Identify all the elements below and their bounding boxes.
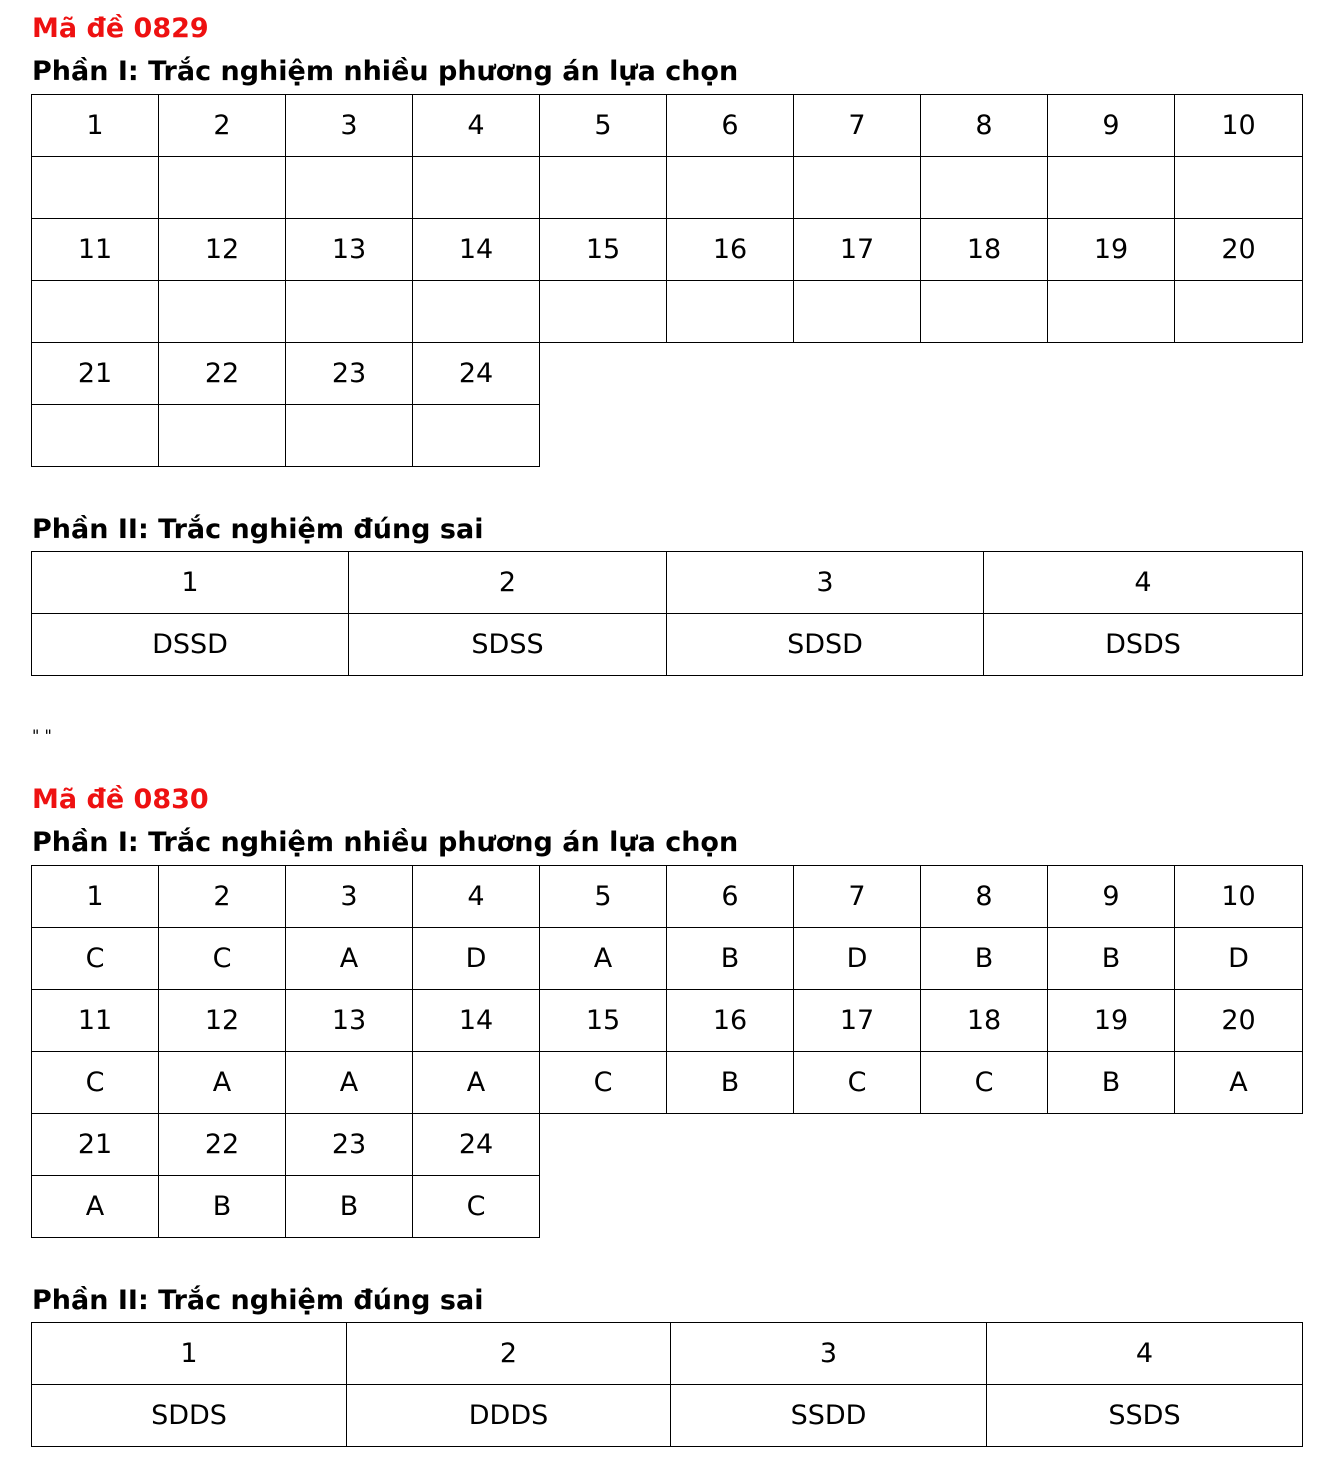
answer-row <box>32 1385 1303 1447</box>
empty-space <box>540 343 1303 405</box>
question-number-row <box>32 866 1303 928</box>
question-number-row <box>32 1114 1303 1176</box>
answer-cell <box>667 281 794 343</box>
answer-cell: DSSD <box>32 614 349 676</box>
question-number: 3 <box>286 866 413 928</box>
answer-cell: A <box>32 1176 159 1238</box>
empty-space <box>540 405 1303 467</box>
answer-cell: B <box>667 1052 794 1114</box>
answer-cell: C <box>540 1052 667 1114</box>
answer-cell: DSDS <box>984 614 1303 676</box>
answer-cell <box>159 157 286 219</box>
answer-cell <box>413 405 540 467</box>
question-number: 22 <box>159 343 286 405</box>
answer-cell: A <box>286 1052 413 1114</box>
question-number-row <box>32 95 1303 157</box>
answer-cell: D <box>413 928 540 990</box>
question-number: 11 <box>32 219 159 281</box>
question-number: 6 <box>667 95 794 157</box>
answer-cell: SDDS <box>32 1385 347 1447</box>
answer-cell: SDSD <box>667 614 984 676</box>
answer-cell <box>1048 157 1175 219</box>
question-number: 3 <box>671 1323 987 1385</box>
answer-cell <box>286 157 413 219</box>
answer-cell: C <box>159 928 286 990</box>
answer-cell: A <box>286 928 413 990</box>
part2-answer-table <box>31 551 1303 676</box>
question-number: 11 <box>32 990 159 1052</box>
question-number-row <box>32 552 1303 614</box>
question-number: 13 <box>286 990 413 1052</box>
question-number: 18 <box>921 990 1048 1052</box>
question-number: 19 <box>1048 219 1175 281</box>
answer-cell <box>794 281 921 343</box>
question-number: 10 <box>1175 95 1303 157</box>
question-number: 1 <box>32 95 159 157</box>
question-number: 15 <box>540 219 667 281</box>
part1-answer-table <box>31 94 1303 467</box>
answer-cell <box>1175 157 1303 219</box>
question-number-row <box>32 1323 1303 1385</box>
question-number: 9 <box>1048 866 1175 928</box>
answer-cell <box>794 157 921 219</box>
answer-cell: C <box>794 1052 921 1114</box>
question-number: 1 <box>32 866 159 928</box>
answer-cell: B <box>286 1176 413 1238</box>
answer-cell <box>32 405 159 467</box>
question-number: 15 <box>540 990 667 1052</box>
question-number: 18 <box>921 219 1048 281</box>
question-number: 1 <box>32 1323 347 1385</box>
answer-cell: B <box>921 928 1048 990</box>
part2-title: Phần II: Trắc nghiệm đúng sai <box>32 514 484 545</box>
answer-cell: B <box>1048 1052 1175 1114</box>
answer-cell <box>159 405 286 467</box>
question-number: 6 <box>667 866 794 928</box>
answer-cell <box>286 281 413 343</box>
question-number: 14 <box>413 990 540 1052</box>
question-number: 5 <box>540 95 667 157</box>
answer-cell: SSDD <box>671 1385 987 1447</box>
answer-cell: C <box>921 1052 1048 1114</box>
answer-cell <box>159 281 286 343</box>
question-number: 17 <box>794 219 921 281</box>
question-number: 16 <box>667 990 794 1052</box>
question-number: 24 <box>413 1114 540 1176</box>
answer-cell: A <box>159 1052 286 1114</box>
question-number: 2 <box>347 1323 671 1385</box>
question-number: 16 <box>667 219 794 281</box>
question-number: 12 <box>159 219 286 281</box>
question-number: 19 <box>1048 990 1175 1052</box>
answer-cell <box>32 281 159 343</box>
question-number-row <box>32 990 1303 1052</box>
answer-cell: B <box>1048 928 1175 990</box>
question-number: 3 <box>286 95 413 157</box>
question-number: 17 <box>794 990 921 1052</box>
part1-answer-table <box>31 865 1303 1238</box>
answer-cell: A <box>1175 1052 1303 1114</box>
answer-row <box>32 157 1303 219</box>
answer-cell <box>413 157 540 219</box>
answer-row <box>32 281 1303 343</box>
part1-title: Phần I: Trắc nghiệm nhiều phương án lựa chọn <box>32 827 739 858</box>
question-number: 4 <box>987 1323 1303 1385</box>
answer-cell <box>540 157 667 219</box>
question-number: 7 <box>794 95 921 157</box>
answer-cell: B <box>159 1176 286 1238</box>
answer-cell <box>413 281 540 343</box>
exam-code-title: Mã đề 0830 <box>32 784 209 815</box>
question-number: 20 <box>1175 990 1303 1052</box>
answer-cell <box>1048 281 1175 343</box>
answer-cell: C <box>32 928 159 990</box>
question-number: 14 <box>413 219 540 281</box>
question-number: 10 <box>1175 866 1303 928</box>
question-number: 2 <box>159 95 286 157</box>
question-number: 5 <box>540 866 667 928</box>
answer-cell <box>286 405 413 467</box>
question-number: 13 <box>286 219 413 281</box>
answer-cell <box>921 157 1048 219</box>
part1-title: Phần I: Trắc nghiệm nhiều phương án lựa chọn <box>32 56 739 87</box>
question-number: 2 <box>159 866 286 928</box>
answer-cell <box>540 281 667 343</box>
empty-space <box>540 1114 1303 1176</box>
exam-code-title: Mã đề 0829 <box>32 13 209 44</box>
question-number: 24 <box>413 343 540 405</box>
question-number: 23 <box>286 343 413 405</box>
answer-cell: SSDS <box>987 1385 1303 1447</box>
answer-cell: C <box>32 1052 159 1114</box>
question-number: 3 <box>667 552 984 614</box>
question-number-row <box>32 219 1303 281</box>
question-number: 22 <box>159 1114 286 1176</box>
question-number: 4 <box>984 552 1303 614</box>
answer-row <box>32 1176 1303 1238</box>
answer-cell <box>1175 281 1303 343</box>
separator-text: " " <box>32 726 52 745</box>
question-number: 4 <box>413 95 540 157</box>
question-number: 8 <box>921 95 1048 157</box>
question-number: 21 <box>32 1114 159 1176</box>
answer-cell: DDDS <box>347 1385 671 1447</box>
answer-cell <box>921 281 1048 343</box>
question-number: 12 <box>159 990 286 1052</box>
answer-cell <box>667 157 794 219</box>
part2-title: Phần II: Trắc nghiệm đúng sai <box>32 1285 484 1316</box>
question-number: 23 <box>286 1114 413 1176</box>
question-number: 7 <box>794 866 921 928</box>
question-number: 2 <box>349 552 667 614</box>
answer-cell: D <box>1175 928 1303 990</box>
question-number: 1 <box>32 552 349 614</box>
answer-cell: D <box>794 928 921 990</box>
part2-answer-table <box>31 1322 1303 1447</box>
empty-space <box>540 1176 1303 1238</box>
answer-cell: A <box>413 1052 540 1114</box>
question-number: 4 <box>413 866 540 928</box>
question-number-row <box>32 343 1303 405</box>
answer-cell: C <box>413 1176 540 1238</box>
answer-row <box>32 928 1303 990</box>
answer-cell: A <box>540 928 667 990</box>
answer-cell: B <box>667 928 794 990</box>
question-number: 8 <box>921 866 1048 928</box>
answer-cell: SDSS <box>349 614 667 676</box>
question-number: 20 <box>1175 219 1303 281</box>
answer-cell <box>32 157 159 219</box>
answer-row <box>32 405 1303 467</box>
answer-row <box>32 614 1303 676</box>
question-number: 9 <box>1048 95 1175 157</box>
answer-row <box>32 1052 1303 1114</box>
question-number: 21 <box>32 343 159 405</box>
